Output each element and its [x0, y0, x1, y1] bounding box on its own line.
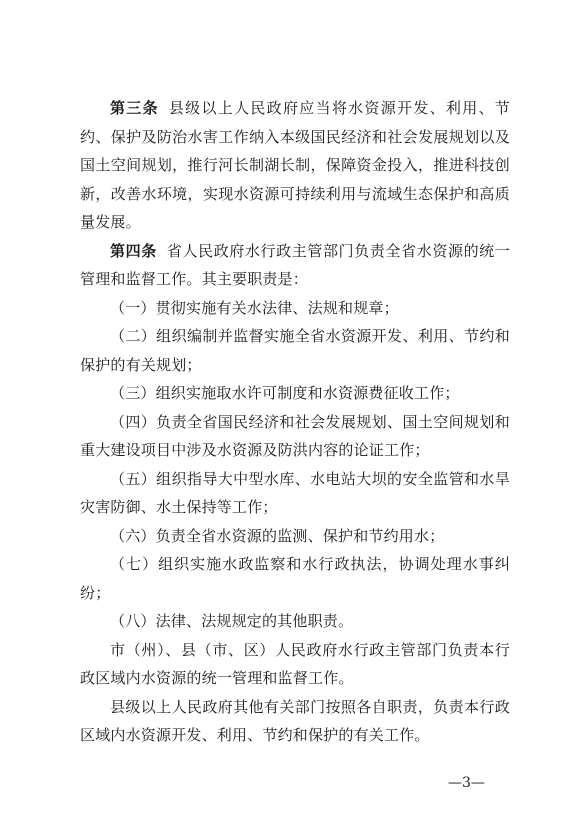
article-3-paragraph	[80, 94, 510, 237]
document-body	[80, 94, 510, 750]
duty-item-6: （六）负责全省水资源的监测、保护和节约用水；	[110, 526, 445, 545]
duty-item-3: （三）组织实施取水许可制度和水资源费征收工作；	[110, 384, 460, 402]
article-4-paragraph	[80, 237, 510, 294]
article-4-heading: 第四条	[110, 241, 157, 260]
duty-item-5: （五）组织指导大中型水库、水电站大坝的安全监管和水旱灾害防御、水土保持等工作；	[80, 469, 510, 516]
city-county-paragraph: 市（州）、县（市、区）人民政府水行政主管部门负责本行政区域内水资源的统一管理和监督工作。	[80, 640, 510, 687]
duty-item-4: （四）负责全省国民经济和社会发展规划、国土空间规划和重大建设项目中涉及水资源及防洪内容的论证工作；	[80, 412, 510, 459]
article-3-text: 县级以上人民政府应当将水资源开发、利用、节约、保护及防治水害工作纳入本级国民经济和社会发展规划以及国土空间规划，推行河长制湖长制，保障资金投入，推进科技创新，改善水环境，实现水资源可持续利用与流域生态保护和高质量发展。	[80, 99, 510, 231]
article-3-heading: 第三条	[110, 99, 159, 117]
duty-item-1: （一）贯彻实施有关水法律、法规和规章；	[110, 298, 399, 317]
duty-item-7: （七）组织实施水政监察和水行政执法，协调处理水事纠纷；	[80, 555, 510, 602]
duty-item-8: （八）法律、法规规定的其他职责。	[110, 612, 354, 630]
duty-item-2: （二）组织编制并监督实施全省水资源开发、利用、节约和保护的有关规划；	[80, 327, 510, 374]
page-number: —3—	[448, 775, 485, 791]
other-departments-paragraph: 县级以上人民政府其他有关部门按照各自职责，负责本行政区域内水资源开发、利用、节约和保护的有关工作。	[80, 697, 510, 744]
article-4-text: 省人民政府水行政主管部门负责全省水资源的统一管理和监督工作。其主要职责是：	[80, 241, 510, 288]
